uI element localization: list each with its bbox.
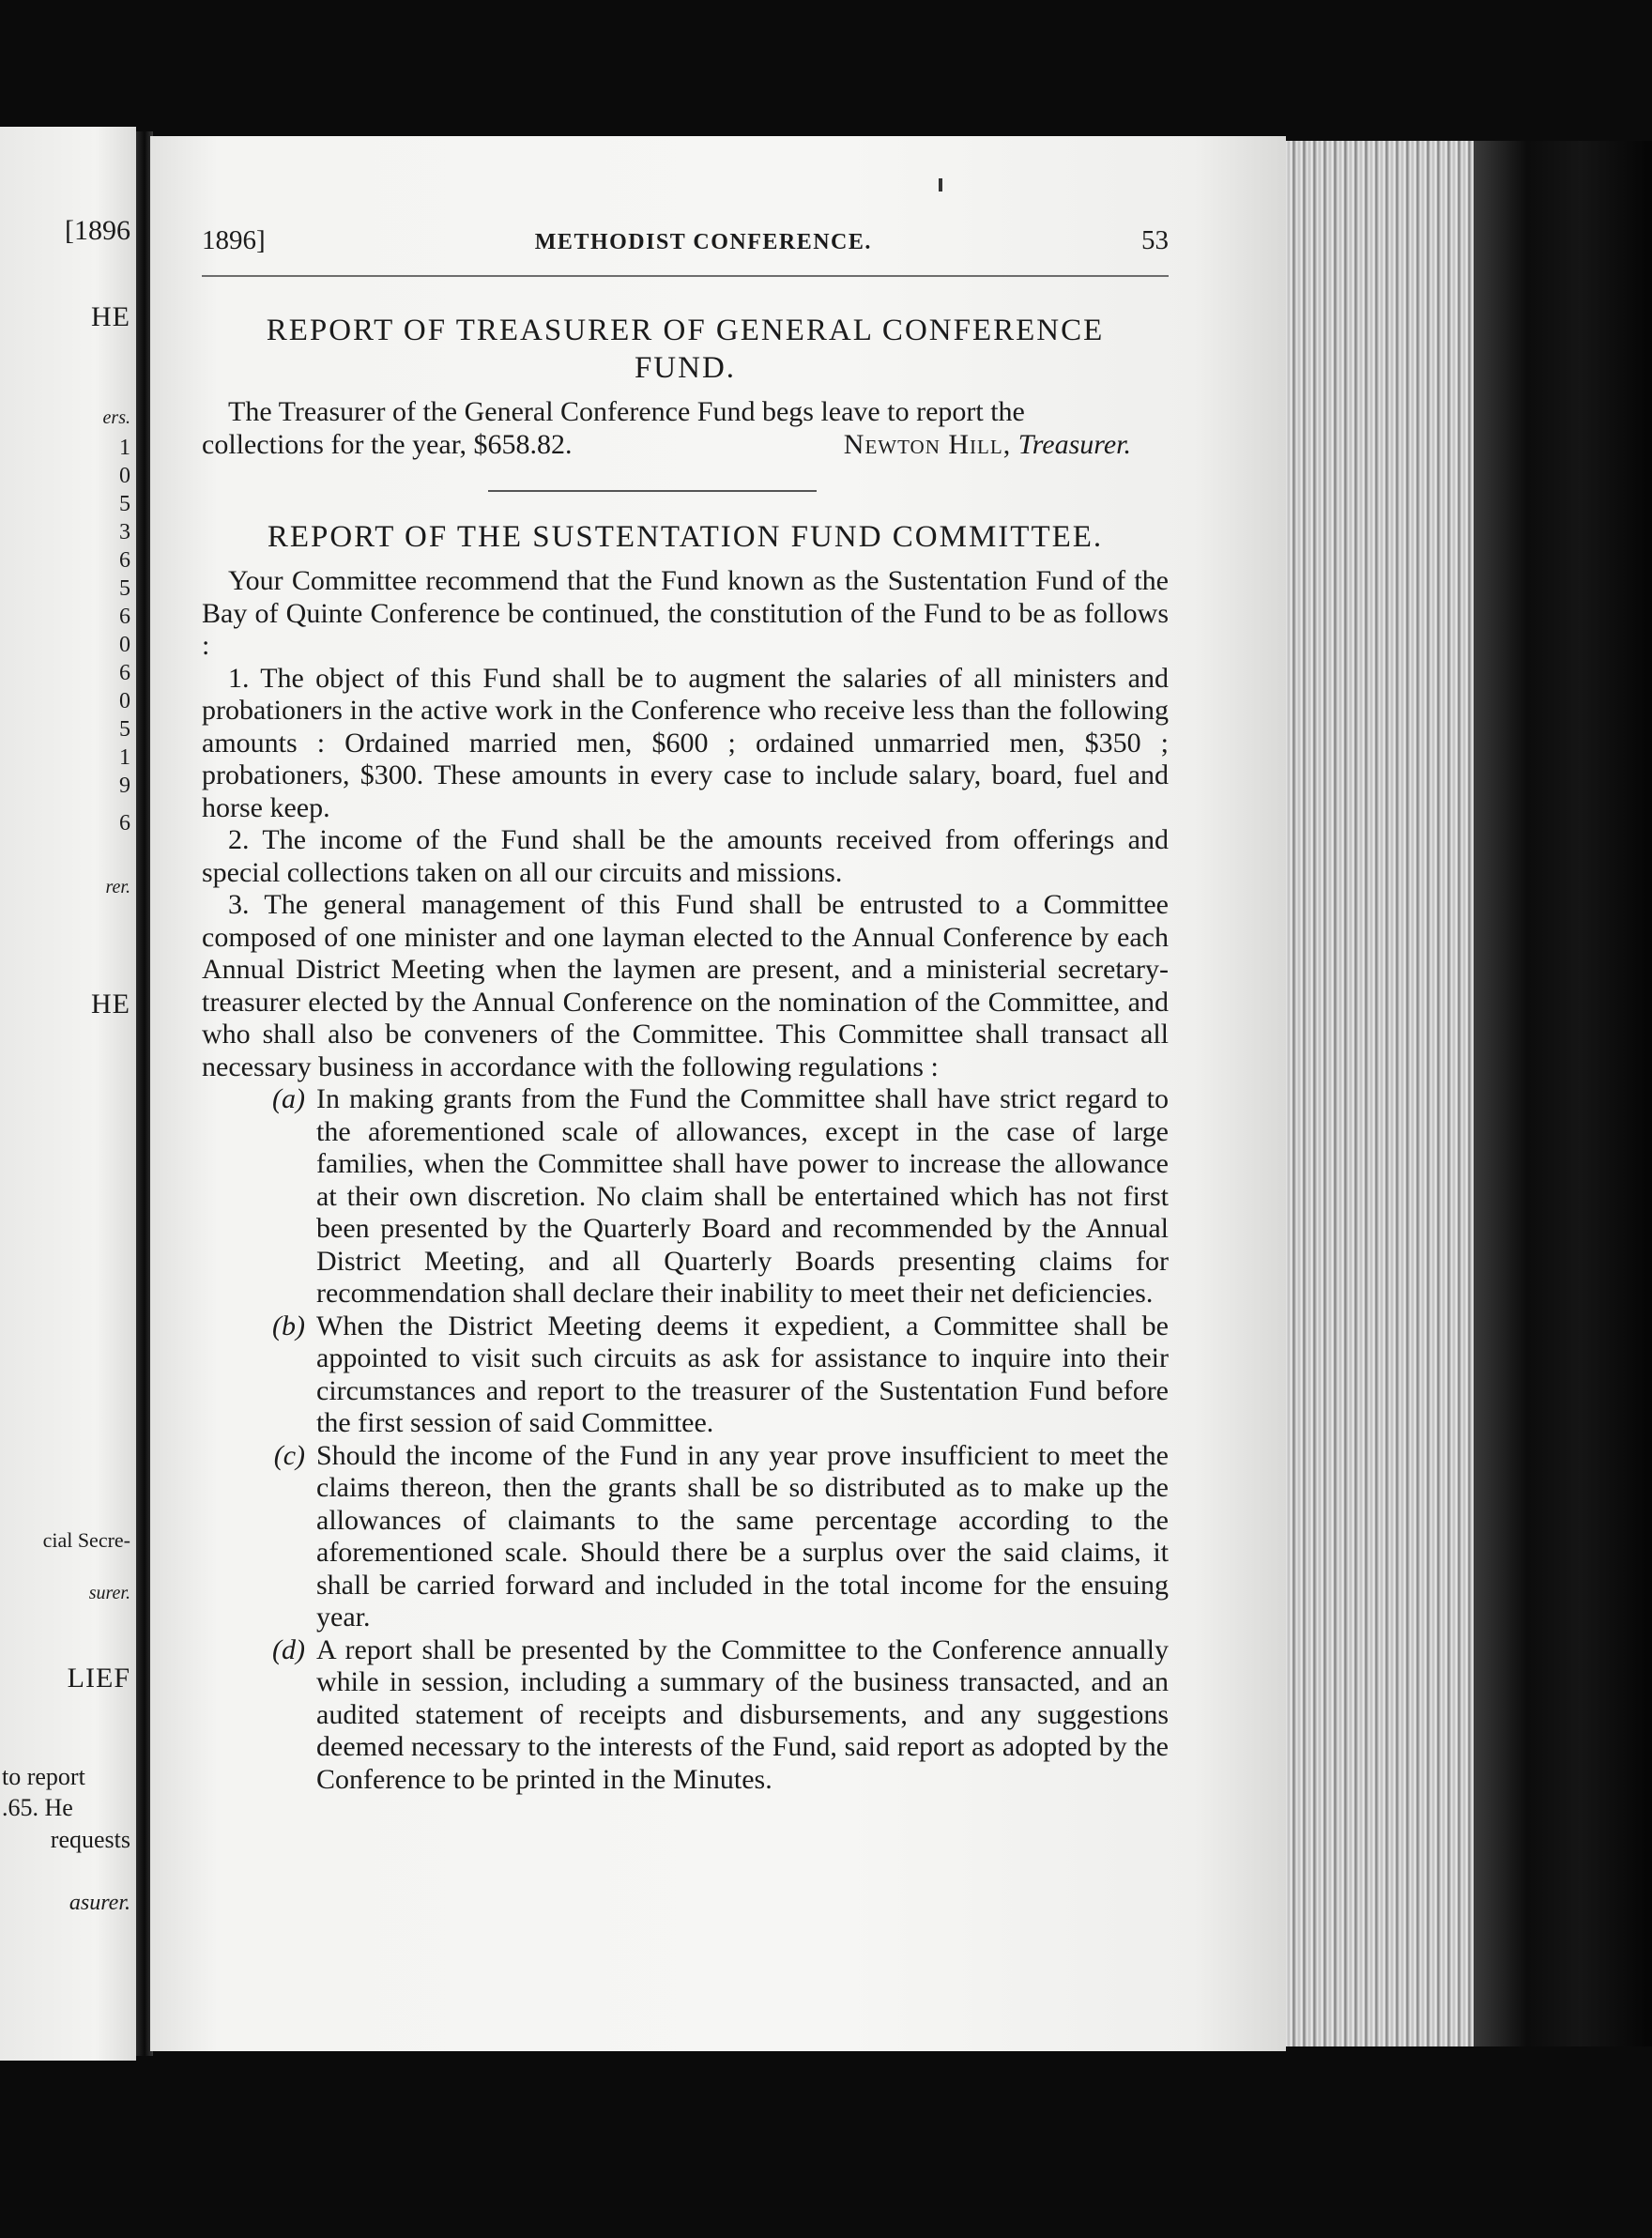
- left-fragment: rer.: [105, 877, 130, 897]
- left-fragment: 0: [119, 633, 130, 657]
- treasurer-heading-line2: FUND.: [634, 351, 737, 385]
- left-fragment: 9: [119, 774, 130, 798]
- left-fragment: asurer.: [69, 1891, 130, 1915]
- signature-title: Treasurer.: [1017, 428, 1131, 460]
- left-fragment: 6: [119, 605, 130, 629]
- clause-label: (a): [272, 1083, 305, 1114]
- clause-label: (b): [272, 1310, 305, 1341]
- section-divider: [488, 490, 817, 492]
- clause-label: (d): [272, 1633, 305, 1665]
- left-page-fragment: [0, 127, 136, 2061]
- print-speck: [939, 178, 942, 192]
- sustentation-item-2: 2. The income of the Fund shall be the amounts received from offerings and special collections taken on all our circuits and missions.: [202, 824, 1169, 888]
- clause-text: When the District Meeting deems it expedient, a Committee shall be appointed to visit such circuits as ask for assistance to inquire into their circumstances and report to the treasurer of the Sustentation Fund before the first session of said Committee.: [316, 1310, 1169, 1438]
- left-fragment: to report: [2, 1763, 85, 1790]
- sustentation-item-3: 3. The general management of this Fund shall be entrusted to a Committee composed of one minister and one layman elected to the Annual Conference by each Annual District Meeting when the laymen are present, and a ministerial secretary-treasurer elected by the Annual Conference on the nomination of the Committee, and who shall also be conveners of the Committee. This Committee shall transact all necessary business in accordance with the following regulations :: [202, 889, 1169, 1082]
- left-fragment: 6: [119, 548, 130, 573]
- treasurer-heading-line1: REPORT OF TREASURER OF GENERAL CONFERENCE: [266, 314, 1105, 347]
- clause-label: (c): [273, 1439, 305, 1471]
- left-fragment: 0: [119, 689, 130, 713]
- treasurer-signature-line: [202, 429, 1169, 462]
- header-title: METHODIST CONFERENCE.: [534, 230, 872, 254]
- signature-name: Newton Hill,: [843, 428, 1012, 460]
- clause-text: A report shall be presented by the Committee to the Conference annually while in session, including a summary of the business transacted, and an audited statement of receipts and disbursements, and any suggestions deemed necessary to the interests of the Fund, said report as adopted by the Conference to be printed in the Minutes.: [316, 1633, 1169, 1795]
- left-fragment: 5: [119, 492, 130, 516]
- clause-a: [202, 1083, 1169, 1311]
- left-fragment: ers.: [102, 407, 130, 428]
- treasurer-body: The Treasurer of the General Conference Fund begs leave to report the: [228, 396, 1025, 427]
- left-fragment: requests: [50, 1826, 130, 1853]
- sustentation-heading: REPORT OF THE SUSTENTATION FUND COMMITTEE.: [267, 520, 1104, 554]
- left-fragment: 6: [119, 661, 130, 685]
- treasurer-signature: [844, 429, 1169, 462]
- left-fragment: 0: [119, 464, 130, 488]
- left-fragment: 1: [119, 436, 130, 460]
- clause-d: [202, 1634, 1169, 1797]
- sustentation-item-1: 1. The object of this Fund shall be to augment the salaries of all ministers and probationers in the active work in the Conference who receive less than the following amounts : Ordained married men, $600 ; ordained unmarried men, $350 ; probationers, $300. These amounts in every case to include salary, board, fuel and horse keep.: [202, 662, 1169, 823]
- left-fragment: [1896: [65, 215, 130, 246]
- clause-text: Should the income of the Fund in any year prove insufficient to meet the claims thereon, then the grants shall be so distributed as to make up the allowances of claimants to the same percentage according to the aforementioned scale. Should there be a surplus over the said claims, it shall be carried forward and included in the total income for the ensuing year.: [316, 1439, 1169, 1633]
- header-year: 1896]: [202, 225, 266, 255]
- left-fragment: .65. He: [2, 1794, 73, 1821]
- clause-c: [202, 1440, 1169, 1634]
- sustentation-report: [202, 518, 1169, 1796]
- left-fragment: 5: [119, 717, 130, 742]
- left-fragment: HE: [91, 989, 130, 1019]
- left-fragment: surer.: [88, 1583, 130, 1603]
- page-number: 53: [1141, 225, 1169, 255]
- header-rule: [202, 275, 1169, 277]
- clause-b: [202, 1311, 1169, 1440]
- left-fragment: cial Secre-: [42, 1528, 130, 1552]
- treasurer-report: [202, 312, 1169, 461]
- running-header: [202, 225, 1169, 263]
- book-edge-shadow: [1474, 141, 1652, 2046]
- clause-text: In making grants from the Fund the Committee shall have strict regard to the aforementioned scale of allowances, except in the case of large families, when the Committee shall have power to increase the allowance at their own discretion. No claim shall be entertained which has not first been presented by the Quarterly Board and recommended by the Annual District Meeting, and all Quarterly Boards presenting claims for recommendation shall declare their inability to meet their net deficiencies.: [316, 1083, 1169, 1309]
- page-edges: [1286, 141, 1474, 2046]
- treasurer-body-line2: collections for the year, $658.82.: [202, 428, 573, 460]
- left-fragment: 5: [119, 576, 130, 601]
- left-fragment: HE: [91, 301, 130, 332]
- left-fragment: 1: [119, 745, 130, 770]
- left-fragment: LIEF: [67, 1663, 130, 1694]
- left-fragment: 3: [119, 520, 130, 544]
- sustentation-intro: Your Committee recommend that the Fund known as the Sustentation Fund of the Bay of Quinte Conference be continued, the constitution of the Fund to be as follows :: [202, 565, 1169, 661]
- left-fragment: 6: [119, 811, 130, 835]
